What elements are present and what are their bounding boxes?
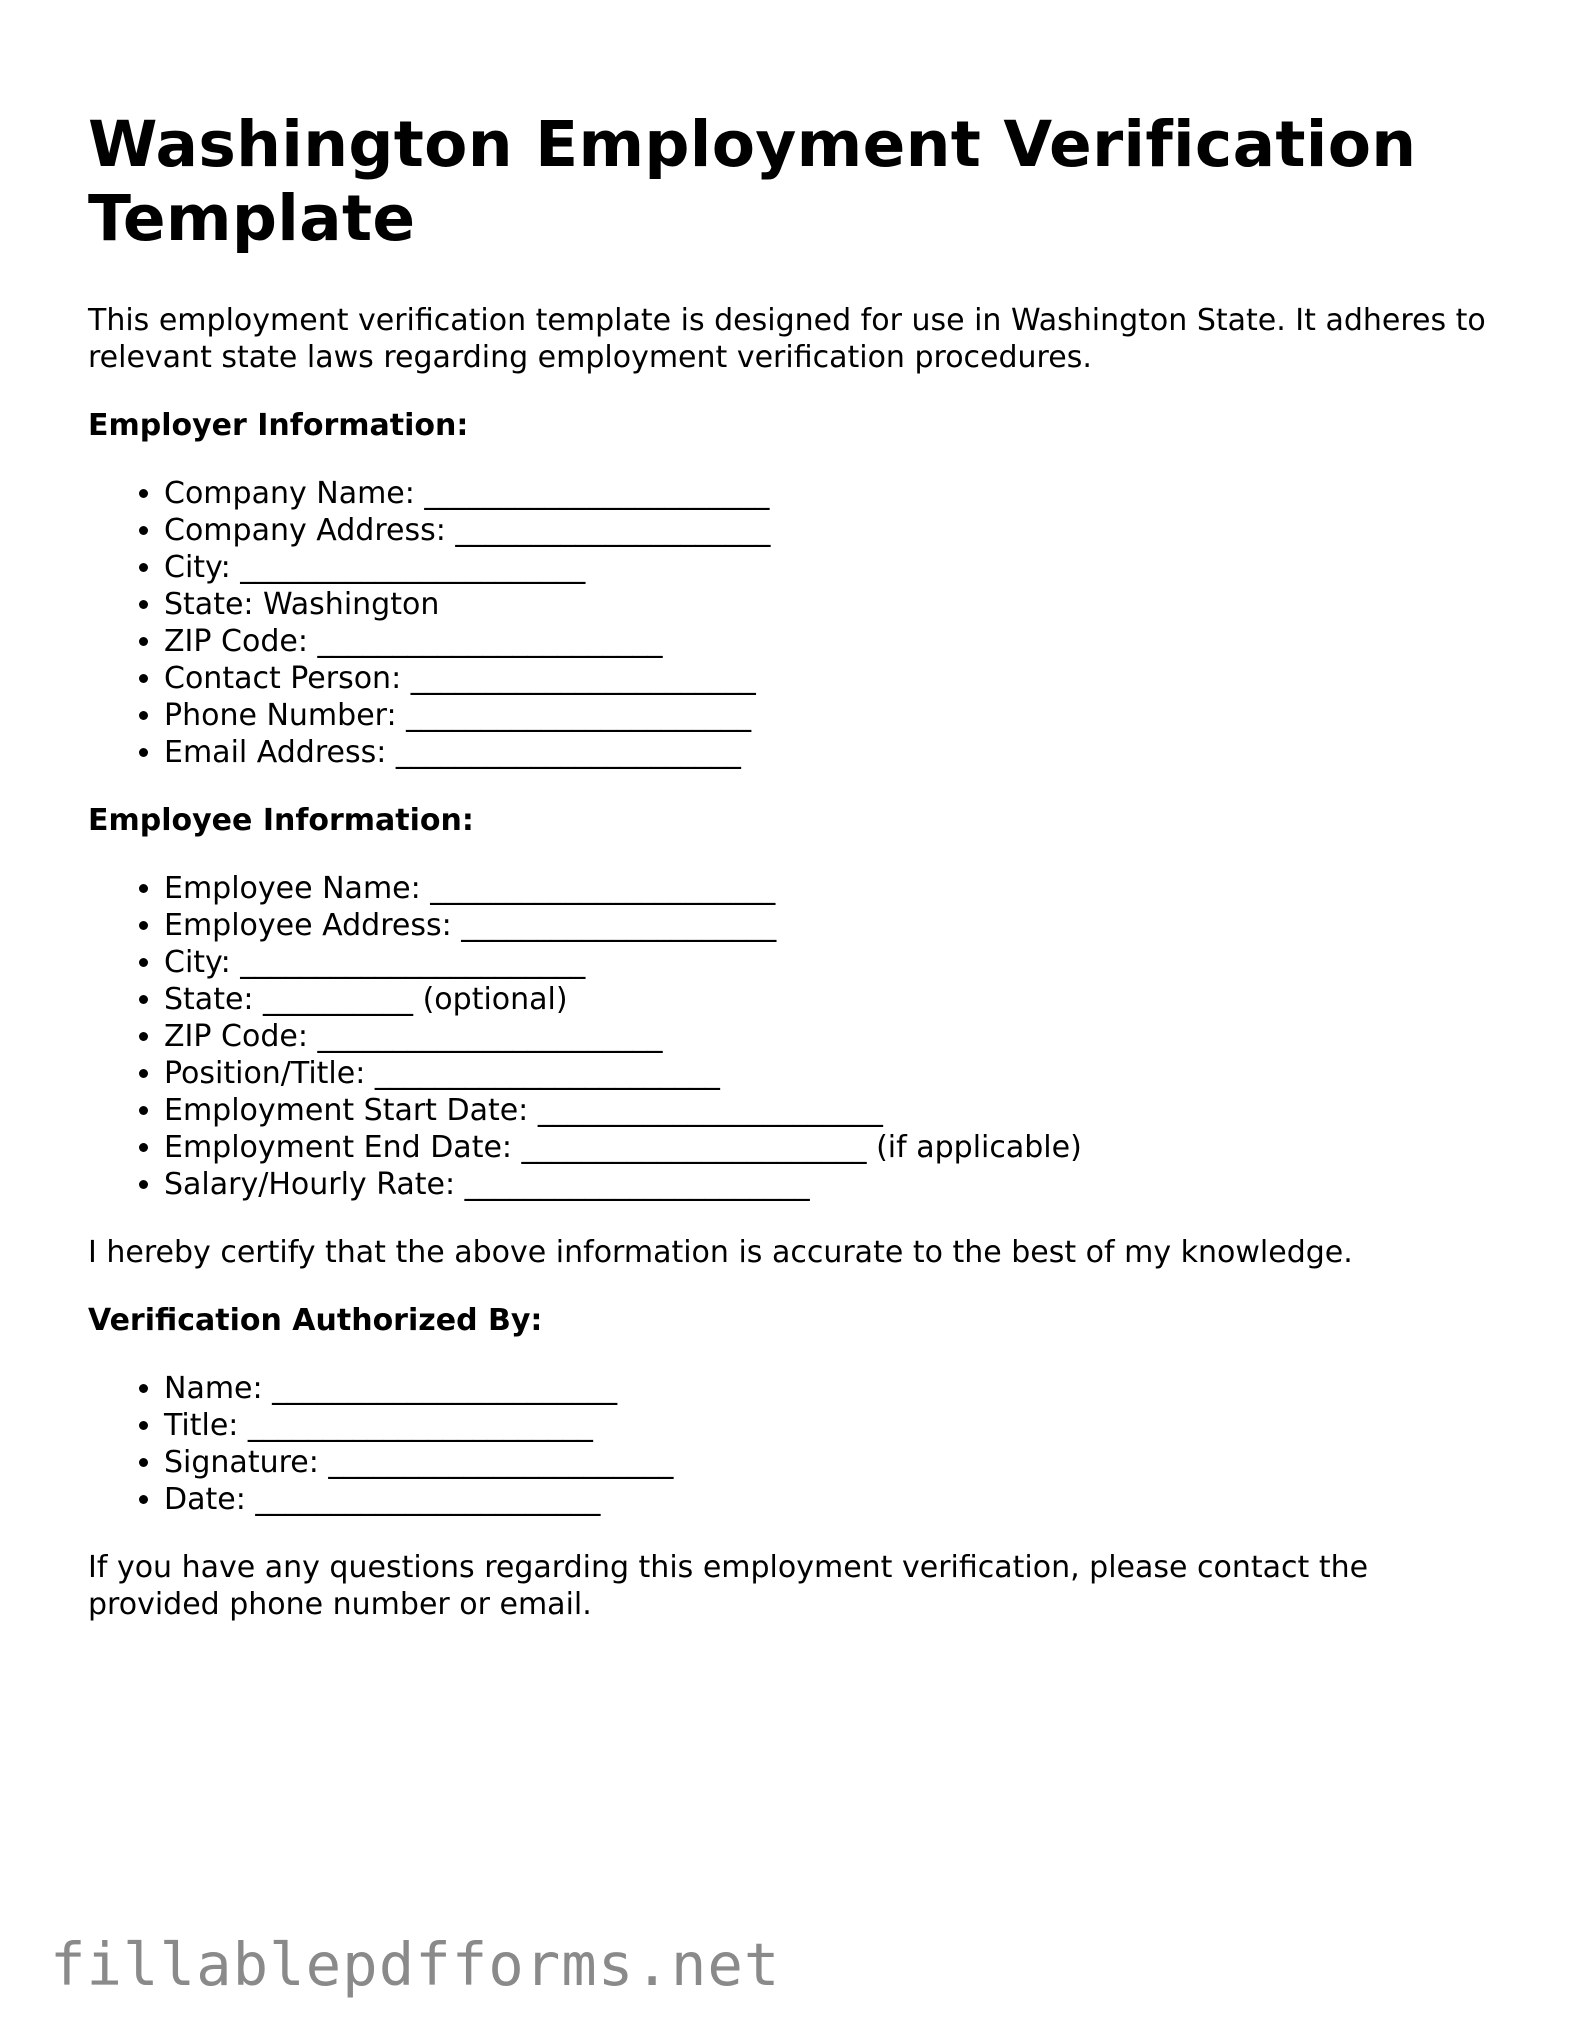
employee-city-field[interactable]: • City: _______________________ — [164, 944, 1508, 981]
watermark-text: fillablepdfforms.net — [50, 1930, 781, 1999]
authorization-field-list — [88, 1370, 1508, 1518]
employee-address-field[interactable]: • Employee Address: _____________________ — [164, 907, 1508, 944]
email-address-field[interactable]: • Email Address: _______________________ — [164, 734, 1508, 771]
employer-zip-field[interactable]: • ZIP Code: _______________________ — [164, 623, 1508, 660]
employment-end-date-field[interactable]: • Employment End Date: _______________________ (if applicable) — [164, 1129, 1508, 1166]
employment-start-date-field[interactable]: • Employment Start Date: _______________________ — [164, 1092, 1508, 1129]
position-title-field[interactable]: • Position/Title: _______________________ — [164, 1055, 1508, 1092]
company-address-field[interactable]: • Company Address: _____________________ — [164, 512, 1508, 549]
authorizer-name-field[interactable]: • Name: _______________________ — [164, 1370, 1508, 1407]
employee-name-field[interactable]: • Employee Name: _______________________ — [164, 870, 1508, 907]
employer-state-field: • State: Washington — [164, 586, 1508, 623]
employer-city-field[interactable]: • City: _______________________ — [164, 549, 1508, 586]
intro-paragraph: This employment verification template is designed for use in Washington State. It adheres to relevant state laws regarding employment verification procedures. — [88, 303, 1486, 375]
salary-rate-field[interactable]: • Salary/Hourly Rate: _______________________ — [164, 1166, 1508, 1203]
employee-section-heading: Employee Information: — [88, 803, 474, 838]
document-page — [88, 108, 1508, 1623]
employee-state-field[interactable]: • State: __________ (optional) — [164, 981, 1508, 1018]
company-name-field[interactable]: • Company Name: _______________________ — [164, 475, 1508, 512]
employer-section-heading: Employer Information: — [88, 408, 469, 443]
signature-field[interactable]: • Signature: _______________________ — [164, 1444, 1508, 1481]
contact-person-field[interactable]: • Contact Person: _______________________ — [164, 660, 1508, 697]
certification-statement: I hereby certify that the above information is accurate to the best of my knowledge. — [88, 1235, 1353, 1270]
authorization-section-heading: Verification Authorized By: — [88, 1303, 543, 1338]
document-title: Washington Employment Verification Template — [88, 108, 1417, 255]
employer-field-list — [88, 475, 1508, 771]
phone-number-field[interactable]: • Phone Number: _______________________ — [164, 697, 1508, 734]
date-field[interactable]: • Date: _______________________ — [164, 1481, 1508, 1518]
employee-zip-field[interactable]: • ZIP Code: _______________________ — [164, 1018, 1508, 1055]
employee-field-list — [88, 870, 1508, 1203]
authorizer-title-field[interactable]: • Title: _______________________ — [164, 1407, 1508, 1444]
closing-paragraph: If you have any questions regarding this employment verification, please contact the provided phone number or email. — [88, 1550, 1369, 1622]
